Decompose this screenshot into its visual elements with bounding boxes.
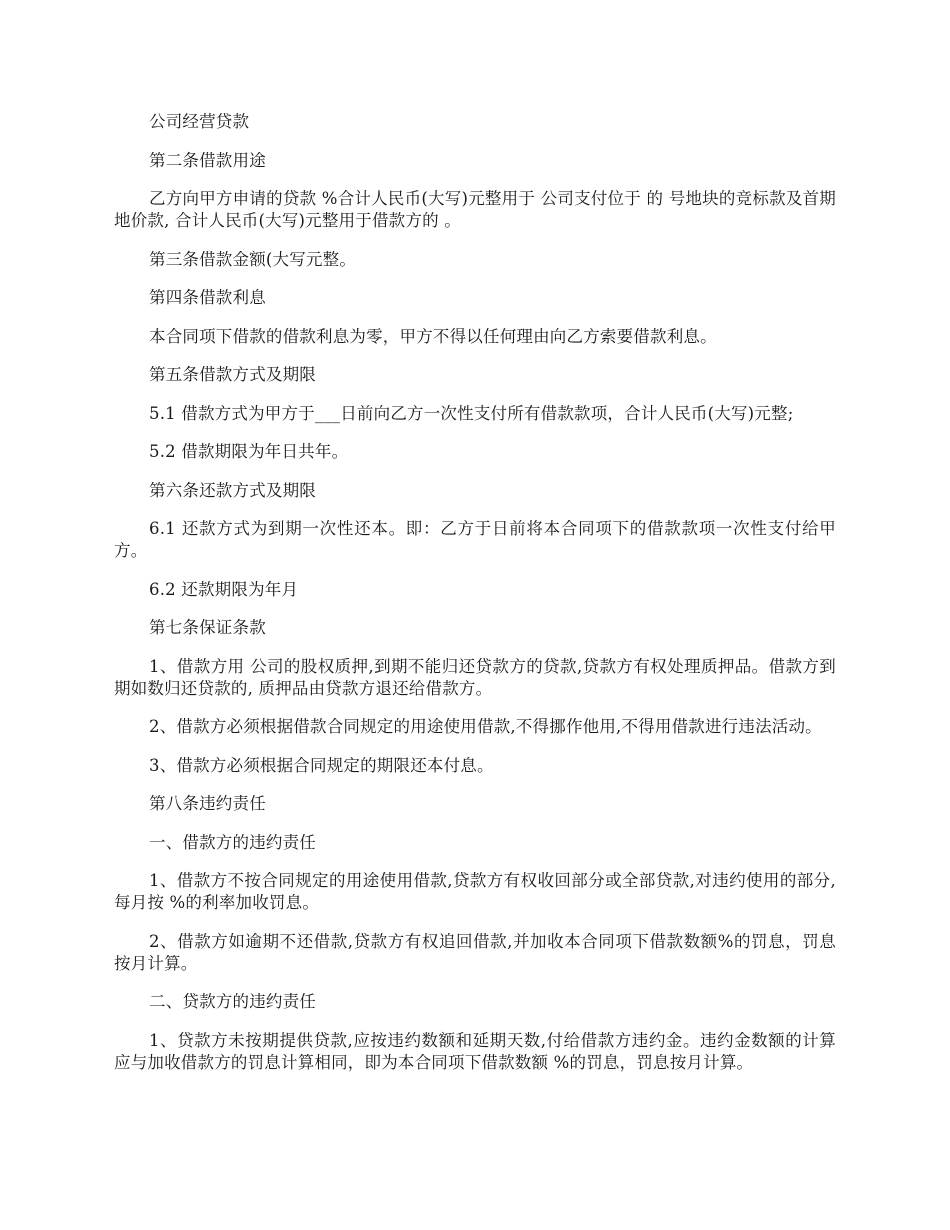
article-heading: 第八条违约责任: [149, 794, 266, 813]
article-heading: 第六条还款方式及期限: [149, 480, 316, 500]
section-heading: 二、贷款方的违约责任: [149, 992, 316, 1011]
paragraph: 2、借款方如逾期不还借款,贷款方有权追回借款,并加收本合同项下借款数额%的罚息，罚息按月计算。: [114, 931, 836, 973]
paragraph: 乙方向甲方申请的贷款 %合计人民币(大写)元整用于 公司支付位于 的 号地块的竞标款及首期地价款, 合计人民币(大写)元整用于借款方的 。: [114, 189, 836, 230]
paragraph: 2、借款方必须根据借款合同规定的用途使用借款,不得挪作他用,不得用借款进行违法活动。: [149, 717, 822, 736]
article-heading: 第五条借款方式及期限: [149, 365, 316, 384]
document-heading: 公司经营贷款: [149, 112, 250, 131]
paragraph: 1、借款方用 公司的股权质押,到期不能归还贷款方的贷款,贷款方有权处理质押品。借款方到期如数归还贷款的, 质押品由贷款方退还给借款方。: [114, 656, 836, 698]
paragraph: 5.1 借款方式为甲方于___日前向乙方一次性支付所有借款款项，合计人民币(大写)元整;: [149, 403, 794, 423]
paragraph: 3、借款方必须根据合同规定的期限还本付息。: [149, 755, 494, 775]
section-heading: 一、借款方的违约责任: [149, 832, 316, 852]
paragraph: 1、贷款方未按期提供贷款,应按违约数额和延期天数,付给借款方违约金。违约金数额的计算应与加收借款方的罚息计算相同，即为本合同项下借款数额 %的罚息，罚息按月计算。: [114, 1030, 836, 1072]
paragraph: 6.2 还款期限为年月: [149, 579, 299, 599]
article-heading: 第三条借款金额(大写元整。: [149, 249, 357, 269]
paragraph: 5.2 借款期限为年日共年。: [149, 442, 349, 461]
paragraph: 6.1 还款方式为到期一次性还本。即：乙方于日前将本合同项下的借款款项一次性支付给甲方。: [114, 519, 836, 560]
article-heading: 第四条借款利息: [149, 288, 266, 307]
paragraph: 本合同项下借款的借款利息为零，甲方不得以任何理由向乙方索要借款利息。: [149, 326, 717, 346]
paragraph: 1、借款方不按合同规定的用途使用借款,贷款方有权收回部分或全部贷款,对违约使用的部分,每月按 %的利率加收罚息。: [114, 871, 836, 912]
article-heading: 第二条借款用途: [149, 150, 266, 170]
article-heading: 第七条保证条款: [149, 618, 266, 637]
